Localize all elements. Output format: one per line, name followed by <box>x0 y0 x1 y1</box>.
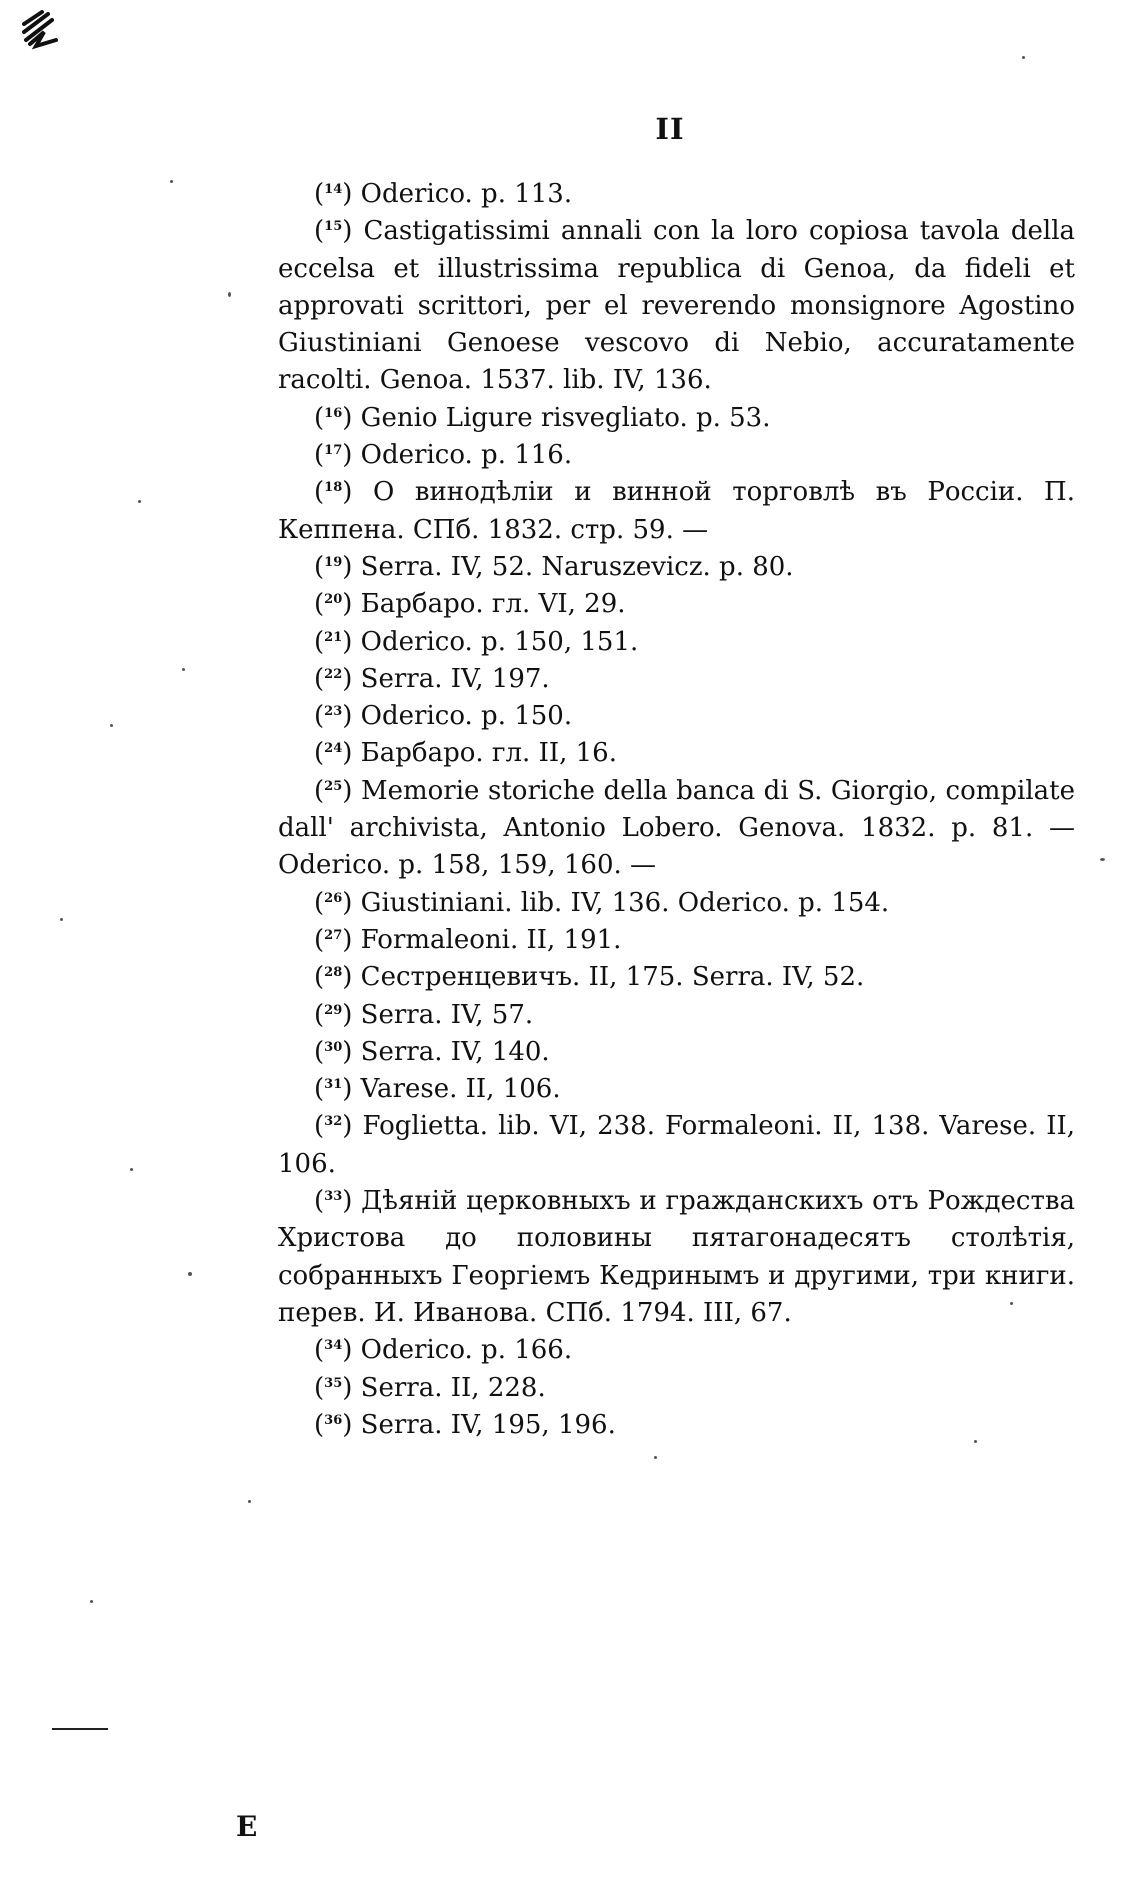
footnote-number: ($^{15}$) <box>314 216 353 247</box>
footnote-text: О винодѣліи и винной торговлѣ въ Россіи. П. Кеппена. СПб. 1832. стр. 59. — <box>278 477 1075 545</box>
scan-speck <box>60 918 63 921</box>
footnote-number: ($^{18}$) <box>314 477 353 508</box>
footnote-number: ($^{16}$) <box>314 402 353 433</box>
footnote-text: Serra. II, 228. <box>360 1372 546 1403</box>
footnote <box>278 1183 1075 1332</box>
footnote <box>278 959 1075 996</box>
scan-speck <box>1010 1302 1013 1305</box>
footnote <box>278 624 1075 661</box>
footnote-number: ($^{30}$) <box>314 1036 353 1067</box>
footnote-number: ($^{34}$) <box>314 1335 353 1366</box>
footnote-number: ($^{28}$) <box>314 962 353 993</box>
footnote-number: ($^{32}$) <box>314 1111 353 1142</box>
footnote-number: ($^{36}$) <box>314 1409 353 1440</box>
footnote-number: ($^{35}$) <box>314 1372 353 1403</box>
scan-speck <box>228 292 231 297</box>
footnote <box>278 437 1075 474</box>
footnote <box>278 213 1075 399</box>
footnote-number: ($^{25}$) <box>314 775 353 806</box>
footnote <box>278 1332 1075 1369</box>
bottom-signature-mark: E <box>236 1810 258 1843</box>
footnote-text: Барбаро. гл. II, 16. <box>360 738 617 769</box>
scan-speck <box>974 1440 977 1443</box>
footnote-text: Oderico. p. 150. <box>360 701 573 732</box>
scan-speck <box>110 724 113 727</box>
footnote-text: Serra. IV, 195, 196. <box>360 1409 616 1440</box>
footnote <box>278 997 1075 1034</box>
footnote <box>278 661 1075 698</box>
footnote-number: ($^{17}$) <box>314 440 353 471</box>
footnote-number: ($^{14}$) <box>314 179 353 209</box>
footnote-number: ($^{31}$) <box>314 1074 353 1105</box>
footnote <box>278 549 1075 586</box>
footnote-text: Дѣяній церковныхъ и гражданскихъ отъ Рождества Христова до половины пятагонадесятъ столѣтія, собранныхъ Георгіемъ Кедринымъ и другими, три книги. перев. И. Иванова. СПб. 1794. III, 67. <box>278 1186 1076 1328</box>
footnote-number: ($^{23}$) <box>314 701 353 732</box>
footnote-text: Formaleoni. II, 191. <box>360 924 622 955</box>
scan-speck <box>1100 858 1105 861</box>
footnote-text: Foglietta. lib. VI, 238. Formaleoni. II, 138. Varese. II, 106. <box>278 1111 1075 1179</box>
scan-speck <box>170 180 173 183</box>
scan-speck <box>138 500 141 503</box>
scan-speck <box>248 1500 251 1503</box>
footnote-number: ($^{24}$) <box>314 738 353 769</box>
scan-speck <box>1022 56 1025 59</box>
footnote-number: ($^{29}$) <box>314 999 353 1030</box>
footnote <box>278 922 1075 959</box>
page-number: II <box>655 112 685 146</box>
footnote <box>278 1407 1075 1444</box>
footnote-text: Varese. II, 106. <box>360 1074 561 1105</box>
footnote-text: Serra. IV, 52. Naruszevicz. p. 80. <box>360 551 794 582</box>
footnote-text: Serra. IV, 197. <box>360 663 550 694</box>
footnote <box>278 586 1075 623</box>
footnote-text: Castigatissimi annali con la loro copiosa tavola della eccelsa et illustrissima republica di Genoa, da fideli et approvati scrittori, per el reverendo monsignore Agostino Giustiniani Genoese vescovo di Nebio, accuratamente racolti. Genoa. 1537. lib. IV, 136. <box>278 216 1076 396</box>
footnote <box>278 773 1075 885</box>
footnote-number: ($^{19}$) <box>314 551 353 582</box>
scan-speck <box>90 1600 93 1603</box>
scan-speck <box>654 1456 657 1459</box>
footnote <box>278 176 1075 213</box>
footnote-number: ($^{20}$) <box>314 589 353 620</box>
scan-speck <box>188 1272 192 1276</box>
corner-ink-mark-icon <box>22 10 60 50</box>
footnote-text: Oderico. p. 150, 151. <box>360 626 639 657</box>
footnote <box>278 698 1075 735</box>
footnote-text: Serra. IV, 140. <box>360 1036 550 1067</box>
footnote <box>278 1034 1075 1071</box>
footnotes-list <box>278 176 1075 1444</box>
footnote-text: Genio Ligure risvegliato. p. 53. <box>360 402 771 433</box>
footnote-number: ($^{22}$) <box>314 663 353 694</box>
footnote <box>278 885 1075 922</box>
scan-speck <box>182 668 185 671</box>
footnote-number: ($^{33}$) <box>314 1186 353 1217</box>
footnote-text: Memorie storiche della banca di S. Giorgio, compilate dall' archivista, Antonio Lobero. Genova. 1832. p. 81. — Oderico. p. 158, 159, 160. — <box>278 775 1076 881</box>
footnote-number: ($^{27}$) <box>314 924 353 955</box>
margin-rule <box>52 1728 108 1730</box>
footnote <box>278 474 1075 549</box>
footnote <box>278 735 1075 772</box>
footnote-text: Serra. IV, 57. <box>360 999 534 1030</box>
footnote <box>278 400 1075 437</box>
footnote-text: Oderico. p. 116. <box>360 440 573 471</box>
footnote <box>278 1108 1075 1183</box>
footnote-text: Oderico. p. 113. <box>360 179 573 209</box>
footnote-text: Барбаро. гл. VI, 29. <box>360 589 626 620</box>
footnote <box>278 1370 1075 1407</box>
footnote <box>278 1071 1075 1108</box>
footnote-text: Oderico. p. 166. <box>360 1335 573 1366</box>
footnote-number: ($^{26}$) <box>314 887 353 918</box>
scan-speck <box>130 1168 133 1171</box>
footnote-text: Сестренцевичъ. II, 175. Serra. IV, 52. <box>360 962 865 993</box>
footnote-number: ($^{21}$) <box>314 626 353 657</box>
footnote-text: Giustiniani. lib. IV, 136. Oderico. p. 154. <box>360 887 890 918</box>
